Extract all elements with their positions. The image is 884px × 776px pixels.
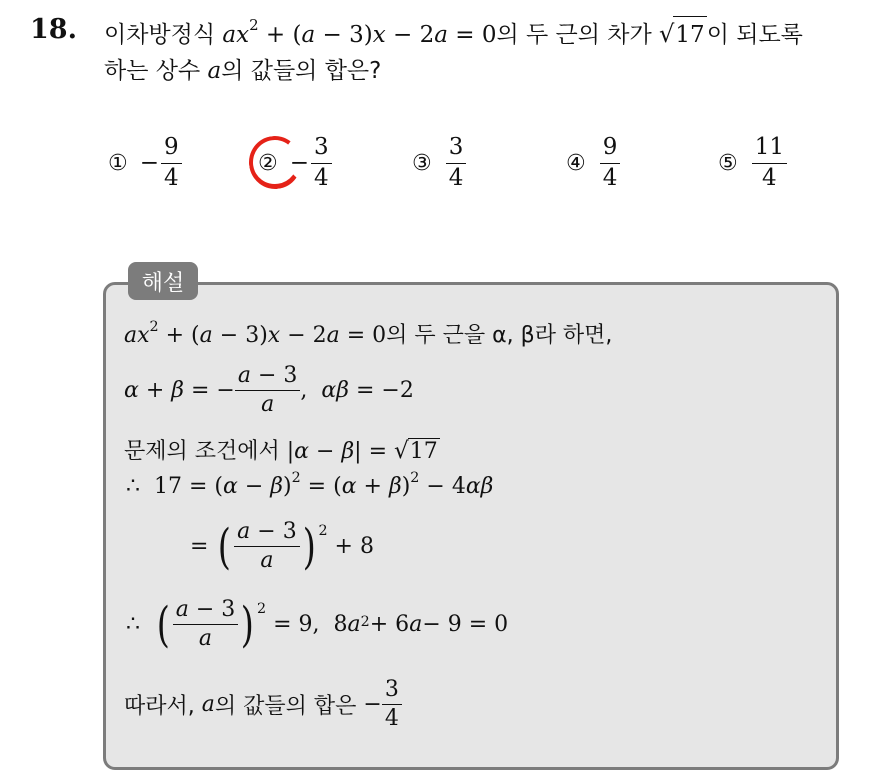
- solution-line-2: α + β = − $\frac{a - 3}{a}$ , αβ = −2: [124, 363, 414, 418]
- question-line1-mid: 의 두 근의 차가: [496, 22, 652, 48]
- solution-line-7: 따라서, a 의 값들의 합은 − $\frac{3}{4}$: [124, 678, 402, 731]
- solution-line-3: 문제의 조건에서 |α − β| = √ 17: [124, 438, 438, 464]
- solution-tag: 해설: [128, 262, 198, 300]
- choice-fraction: $\frac{9}{4}$: [161, 135, 182, 191]
- choice-3[interactable]: [412, 128, 466, 198]
- choice-fraction: $\frac{11}{4}$: [752, 135, 787, 191]
- choice-mark: ⑤: [718, 150, 738, 176]
- equation: $ax^2 + (a - 3)x - 2a = 0$: [222, 16, 497, 48]
- choice-4[interactable]: [566, 128, 620, 198]
- choice-fraction: $\frac{9}{4}$: [600, 135, 621, 191]
- choice-sign: −: [289, 150, 310, 176]
- question-text: [104, 16, 874, 89]
- choice-1[interactable]: [108, 128, 182, 198]
- question-line1-suffix: 이 되도록: [706, 22, 803, 48]
- question-number: 18.: [30, 14, 77, 45]
- question-line2-suffix: 의 값들의 합은?: [221, 58, 382, 84]
- choice-5[interactable]: [718, 128, 787, 198]
- solution-line-5: = ( $\frac{a - 3}{a}$ ) $^2$ + 8: [190, 518, 374, 575]
- choice-mark: ④: [566, 150, 586, 176]
- choice-sign: −: [139, 150, 160, 176]
- question-line2: 하는 상수: [104, 58, 201, 84]
- choice-mark: ③: [412, 150, 432, 176]
- solution-line-4: ∴ $17 = (\alpha - \beta)^2 = (\alpha + \beta)^2 - 4\alpha\beta$: [126, 469, 494, 499]
- choice-mark: ①: [108, 150, 128, 176]
- solution-line-1: $ax^2 + (a - 3)x - 2a = 0$의 두 근을 α, β라 하면,: [124, 318, 613, 348]
- solution-line-6: ∴ ( $\frac{a - 3}{a}$ ) $^2$ = 9, 8 a $^2$ + 6 a − 9 = 0: [126, 596, 509, 653]
- variable-a: a: [207, 58, 222, 84]
- question-line1-prefix: 이차방정식: [104, 22, 216, 48]
- choice-fraction: $\frac{3}{4}$: [311, 135, 332, 191]
- choice-fraction: $\frac{3}{4}$: [446, 135, 467, 191]
- choice-mark: ②: [258, 150, 278, 176]
- sqrt-17: √ 17: [659, 16, 707, 53]
- answer-choices: [0, 128, 884, 198]
